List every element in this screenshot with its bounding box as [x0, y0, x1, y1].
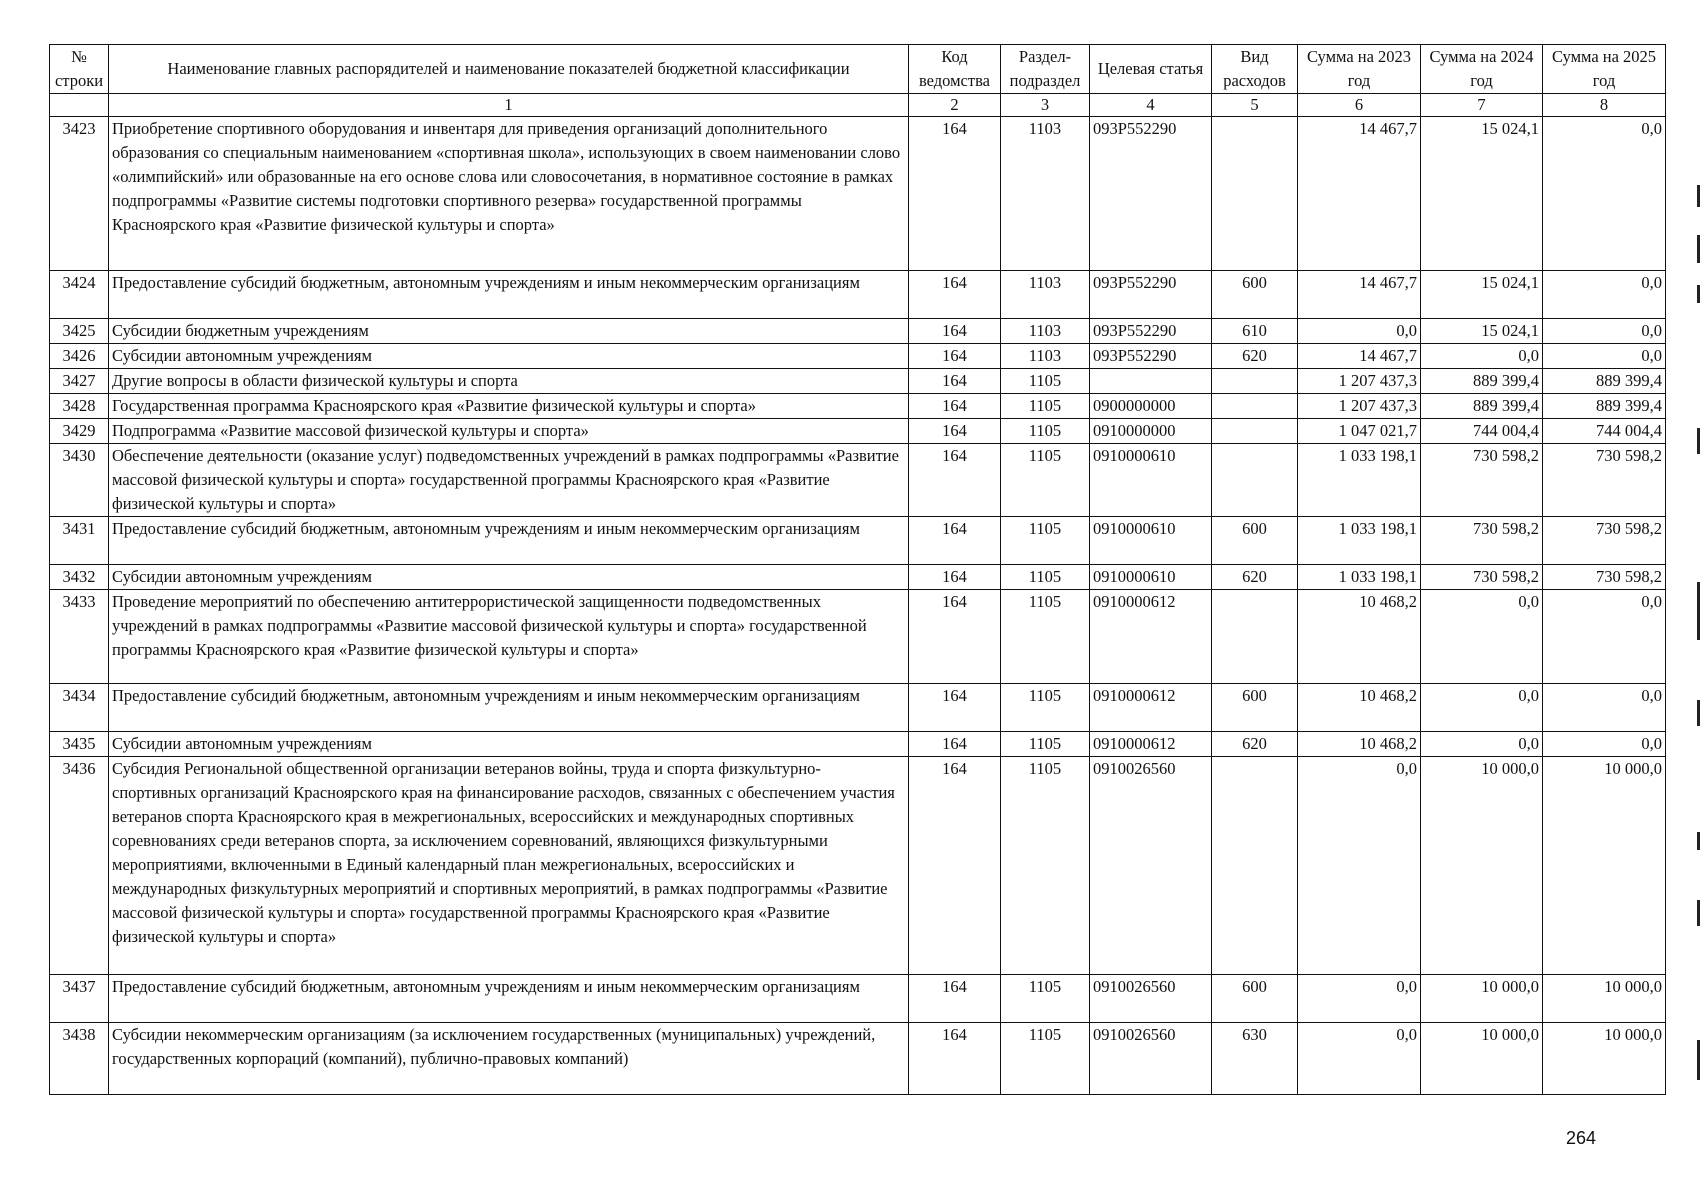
sum-2025: 0,0	[1543, 344, 1666, 369]
row-number: 3429	[50, 419, 109, 444]
sum-2025: 0,0	[1543, 319, 1666, 344]
department-code: 164	[909, 271, 1001, 319]
header-name: Наименование главных распорядителей и наименование показателей бюджетной классификации	[109, 45, 909, 94]
expense-type-code: 610	[1212, 319, 1298, 344]
sum-2024: 10 000,0	[1421, 1023, 1543, 1095]
sum-2023: 0,0	[1298, 975, 1421, 1023]
row-number: 3425	[50, 319, 109, 344]
department-code: 164	[909, 732, 1001, 757]
row-number: 3427	[50, 369, 109, 394]
sum-2025: 0,0	[1543, 271, 1666, 319]
sum-2023: 10 468,2	[1298, 684, 1421, 732]
row-number: 3434	[50, 684, 109, 732]
item-name: Подпрограмма «Развитие массовой физической культуры и спорта»	[109, 419, 909, 444]
expense-type-code: 620	[1212, 565, 1298, 590]
item-name: Предоставление субсидий бюджетным, автономным учреждениям и иным некоммерческим организациям	[109, 975, 909, 1023]
sum-2023: 0,0	[1298, 319, 1421, 344]
scan-edge-mark	[1697, 900, 1700, 926]
table-row	[50, 344, 1666, 369]
target-item-code	[1090, 369, 1212, 394]
sum-2024: 889 399,4	[1421, 369, 1543, 394]
table-row	[50, 590, 1666, 684]
department-code: 164	[909, 590, 1001, 684]
item-name: Предоставление субсидий бюджетным, автономным учреждениям и иным некоммерческим организациям	[109, 684, 909, 732]
target-item-code: 0910026560	[1090, 1023, 1212, 1095]
row-number: 3432	[50, 565, 109, 590]
target-item-code: 0910000610	[1090, 565, 1212, 590]
section-code: 1105	[1001, 975, 1090, 1023]
sum-2025: 10 000,0	[1543, 757, 1666, 975]
sum-2024: 0,0	[1421, 344, 1543, 369]
scan-edge-mark	[1697, 285, 1700, 303]
column-number	[50, 94, 109, 117]
row-number: 3436	[50, 757, 109, 975]
row-number: 3426	[50, 344, 109, 369]
row-number: 3438	[50, 1023, 109, 1095]
expense-type-code	[1212, 419, 1298, 444]
sum-2023: 14 467,7	[1298, 271, 1421, 319]
target-item-code: 093Р552290	[1090, 344, 1212, 369]
section-code: 1105	[1001, 732, 1090, 757]
scan-edge-mark	[1697, 582, 1700, 640]
item-name: Субсидии автономным учреждениям	[109, 565, 909, 590]
item-name: Субсидии некоммерческим организациям (за исключением государственных (муниципальных) учреждений, государственных корпораций (компаний), публично-правовых компаний)	[109, 1023, 909, 1095]
expense-type-code: 630	[1212, 1023, 1298, 1095]
section-code: 1105	[1001, 1023, 1090, 1095]
expense-type-code	[1212, 444, 1298, 517]
target-item-code: 0910000610	[1090, 444, 1212, 517]
table-row	[50, 975, 1666, 1023]
sum-2024: 889 399,4	[1421, 394, 1543, 419]
column-number: 4	[1090, 94, 1212, 117]
row-number: 3433	[50, 590, 109, 684]
sum-2025: 889 399,4	[1543, 394, 1666, 419]
row-number: 3437	[50, 975, 109, 1023]
sum-2024: 10 000,0	[1421, 975, 1543, 1023]
sum-2023: 1 207 437,3	[1298, 394, 1421, 419]
table-row	[50, 684, 1666, 732]
table-row	[50, 369, 1666, 394]
row-number: 3423	[50, 117, 109, 271]
table-row	[50, 565, 1666, 590]
expense-type-code: 600	[1212, 684, 1298, 732]
section-code: 1103	[1001, 319, 1090, 344]
scan-edge-mark	[1697, 428, 1700, 454]
sum-2024: 15 024,1	[1421, 319, 1543, 344]
sum-2025: 730 598,2	[1543, 565, 1666, 590]
department-code: 164	[909, 757, 1001, 975]
department-code: 164	[909, 419, 1001, 444]
table-body	[50, 117, 1666, 1095]
row-number: 3428	[50, 394, 109, 419]
department-code: 164	[909, 344, 1001, 369]
item-name: Предоставление субсидий бюджетным, автономным учреждениям и иным некоммерческим организациям	[109, 517, 909, 565]
expense-type-code	[1212, 117, 1298, 271]
sum-2024: 10 000,0	[1421, 757, 1543, 975]
sum-2025: 730 598,2	[1543, 517, 1666, 565]
sum-2025: 0,0	[1543, 684, 1666, 732]
table-row	[50, 394, 1666, 419]
section-code: 1103	[1001, 344, 1090, 369]
section-code: 1105	[1001, 757, 1090, 975]
sum-2023: 10 468,2	[1298, 590, 1421, 684]
column-number: 5	[1212, 94, 1298, 117]
section-code: 1103	[1001, 117, 1090, 271]
section-code: 1105	[1001, 369, 1090, 394]
sum-2023: 10 468,2	[1298, 732, 1421, 757]
sum-2023: 1 047 021,7	[1298, 419, 1421, 444]
sum-2023: 14 467,7	[1298, 344, 1421, 369]
item-name: Другие вопросы в области физической культуры и спорта	[109, 369, 909, 394]
expense-type-code: 600	[1212, 271, 1298, 319]
department-code: 164	[909, 319, 1001, 344]
department-code: 164	[909, 444, 1001, 517]
expense-type-code	[1212, 590, 1298, 684]
expense-type-code	[1212, 369, 1298, 394]
expense-type-code: 620	[1212, 732, 1298, 757]
sum-2023: 0,0	[1298, 757, 1421, 975]
expense-type-code	[1212, 757, 1298, 975]
header-sum-2025: Сумма на 2025 год	[1543, 45, 1666, 94]
section-code: 1105	[1001, 394, 1090, 419]
department-code: 164	[909, 975, 1001, 1023]
sum-2024: 0,0	[1421, 590, 1543, 684]
item-name: Предоставление субсидий бюджетным, автономным учреждениям и иным некоммерческим организациям	[109, 271, 909, 319]
section-code: 1105	[1001, 517, 1090, 565]
department-code: 164	[909, 684, 1001, 732]
header-department-code: Код ведомства	[909, 45, 1001, 94]
sum-2023: 14 467,7	[1298, 117, 1421, 271]
section-code: 1105	[1001, 419, 1090, 444]
header-expense-type: Вид расходов	[1212, 45, 1298, 94]
sum-2025: 744 004,4	[1543, 419, 1666, 444]
table-row	[50, 319, 1666, 344]
table-row	[50, 517, 1666, 565]
department-code: 164	[909, 369, 1001, 394]
sum-2025: 10 000,0	[1543, 975, 1666, 1023]
expense-type-code: 620	[1212, 344, 1298, 369]
expense-type-code: 600	[1212, 975, 1298, 1023]
table-row	[50, 117, 1666, 271]
row-number: 3435	[50, 732, 109, 757]
sum-2023: 1 033 198,1	[1298, 565, 1421, 590]
item-name: Субсидии автономным учреждениям	[109, 344, 909, 369]
department-code: 164	[909, 565, 1001, 590]
table-row	[50, 1023, 1666, 1095]
expense-type-code: 600	[1212, 517, 1298, 565]
sum-2024: 730 598,2	[1421, 565, 1543, 590]
sum-2023: 1 207 437,3	[1298, 369, 1421, 394]
sum-2025: 10 000,0	[1543, 1023, 1666, 1095]
item-name: Субсидия Региональной общественной организации ветеранов войны, труда и спорта физкультурно-спортивных организаций Красноярского края на финансирование расходов, связанных с обеспечением участия ветеранов спорта Красноярского края в межрегиональных, всероссийских и международных спортивных соревнованиях среди ветеранов спорта, за исключением соревнований, являющихся физкультурными мероприятиями, включенными в Единый календарный план межрегиональных, всероссийских и международных физкультурных мероприятий и спортивных мероприятий, в рамках подпрограммы «Развитие массовой физической культуры и спорта» государственной программы Красноярского края «Развитие физической культуры и спорта»	[109, 757, 909, 975]
sum-2025: 889 399,4	[1543, 369, 1666, 394]
header-row-number: № строки	[50, 45, 109, 94]
sum-2024: 730 598,2	[1421, 444, 1543, 517]
section-code: 1105	[1001, 684, 1090, 732]
target-item-code: 0910026560	[1090, 975, 1212, 1023]
sum-2024: 15 024,1	[1421, 271, 1543, 319]
department-code: 164	[909, 117, 1001, 271]
header-sum-2024: Сумма на 2024 год	[1421, 45, 1543, 94]
column-number: 1	[109, 94, 909, 117]
section-code: 1105	[1001, 444, 1090, 517]
target-item-code: 0910000610	[1090, 517, 1212, 565]
header-sum-2023: Сумма на 2023 год	[1298, 45, 1421, 94]
table-row	[50, 732, 1666, 757]
section-code: 1105	[1001, 565, 1090, 590]
table-row	[50, 757, 1666, 975]
sum-2023: 0,0	[1298, 1023, 1421, 1095]
section-code: 1105	[1001, 590, 1090, 684]
department-code: 164	[909, 1023, 1001, 1095]
header-section: Раздел-подраздел	[1001, 45, 1090, 94]
item-name: Государственная программа Красноярского края «Развитие физической культуры и спорта»	[109, 394, 909, 419]
column-number: 7	[1421, 94, 1543, 117]
row-number: 3430	[50, 444, 109, 517]
sum-2024: 15 024,1	[1421, 117, 1543, 271]
target-item-code: 0910000612	[1090, 732, 1212, 757]
table-row	[50, 271, 1666, 319]
row-number: 3424	[50, 271, 109, 319]
sum-2025: 0,0	[1543, 590, 1666, 684]
item-name: Субсидии автономным учреждениям	[109, 732, 909, 757]
section-code: 1103	[1001, 271, 1090, 319]
column-number: 2	[909, 94, 1001, 117]
sum-2023: 1 033 198,1	[1298, 444, 1421, 517]
column-number: 8	[1543, 94, 1666, 117]
header-target-item: Целевая статья	[1090, 45, 1212, 94]
target-item-code: 093Р552290	[1090, 319, 1212, 344]
column-number: 6	[1298, 94, 1421, 117]
sum-2024: 0,0	[1421, 732, 1543, 757]
department-code: 164	[909, 517, 1001, 565]
row-number: 3431	[50, 517, 109, 565]
target-item-code: 0900000000	[1090, 394, 1212, 419]
target-item-code: 0910026560	[1090, 757, 1212, 975]
scan-edge-mark	[1697, 235, 1700, 263]
sum-2025: 730 598,2	[1543, 444, 1666, 517]
scan-edge-mark	[1697, 185, 1700, 207]
target-item-code: 0910000612	[1090, 684, 1212, 732]
table-header	[50, 45, 1666, 117]
sum-2024: 0,0	[1421, 684, 1543, 732]
sum-2025: 0,0	[1543, 117, 1666, 271]
item-name: Проведение мероприятий по обеспечению антитеррористической защищенности подведомственных учреждений в рамках подпрограммы «Развитие массовой физической культуры и спорта» государственной программы Красноярского края «Развитие физической культуры и спорта»	[109, 590, 909, 684]
scan-edge-mark	[1697, 700, 1700, 726]
expense-type-code	[1212, 394, 1298, 419]
item-name: Субсидии бюджетным учреждениям	[109, 319, 909, 344]
budget-table	[49, 44, 1666, 1095]
scan-edge-mark	[1697, 832, 1700, 850]
page-number: 264	[1566, 1128, 1597, 1148]
sum-2025: 0,0	[1543, 732, 1666, 757]
table-row	[50, 444, 1666, 517]
department-code: 164	[909, 394, 1001, 419]
table-row	[50, 419, 1666, 444]
item-name: Обеспечение деятельности (оказание услуг) подведомственных учреждений в рамках подпрограммы «Развитие массовой физической культуры и спорта» государственной программы Красноярского края «Развитие физической культуры и спорта»	[109, 444, 909, 517]
target-item-code: 0910000000	[1090, 419, 1212, 444]
scan-edge-mark	[1697, 1040, 1700, 1080]
target-item-code: 093Р552290	[1090, 271, 1212, 319]
target-item-code: 0910000612	[1090, 590, 1212, 684]
item-name: Приобретение спортивного оборудования и инвентаря для приведения организаций дополнительного образования со специальным наименованием «спортивная школа», использующих в своем наименовании слово «олимпийский» или образованные на его основе слова или словосочетания, в нормативное состояние в рамках подпрограммы «Развитие системы подготовки спортивного резерва» государственной программы Красноярского края «Развитие физической культуры и спорта»	[109, 117, 909, 271]
target-item-code: 093Р552290	[1090, 117, 1212, 271]
sum-2024: 744 004,4	[1421, 419, 1543, 444]
sum-2023: 1 033 198,1	[1298, 517, 1421, 565]
sum-2024: 730 598,2	[1421, 517, 1543, 565]
column-number: 3	[1001, 94, 1090, 117]
